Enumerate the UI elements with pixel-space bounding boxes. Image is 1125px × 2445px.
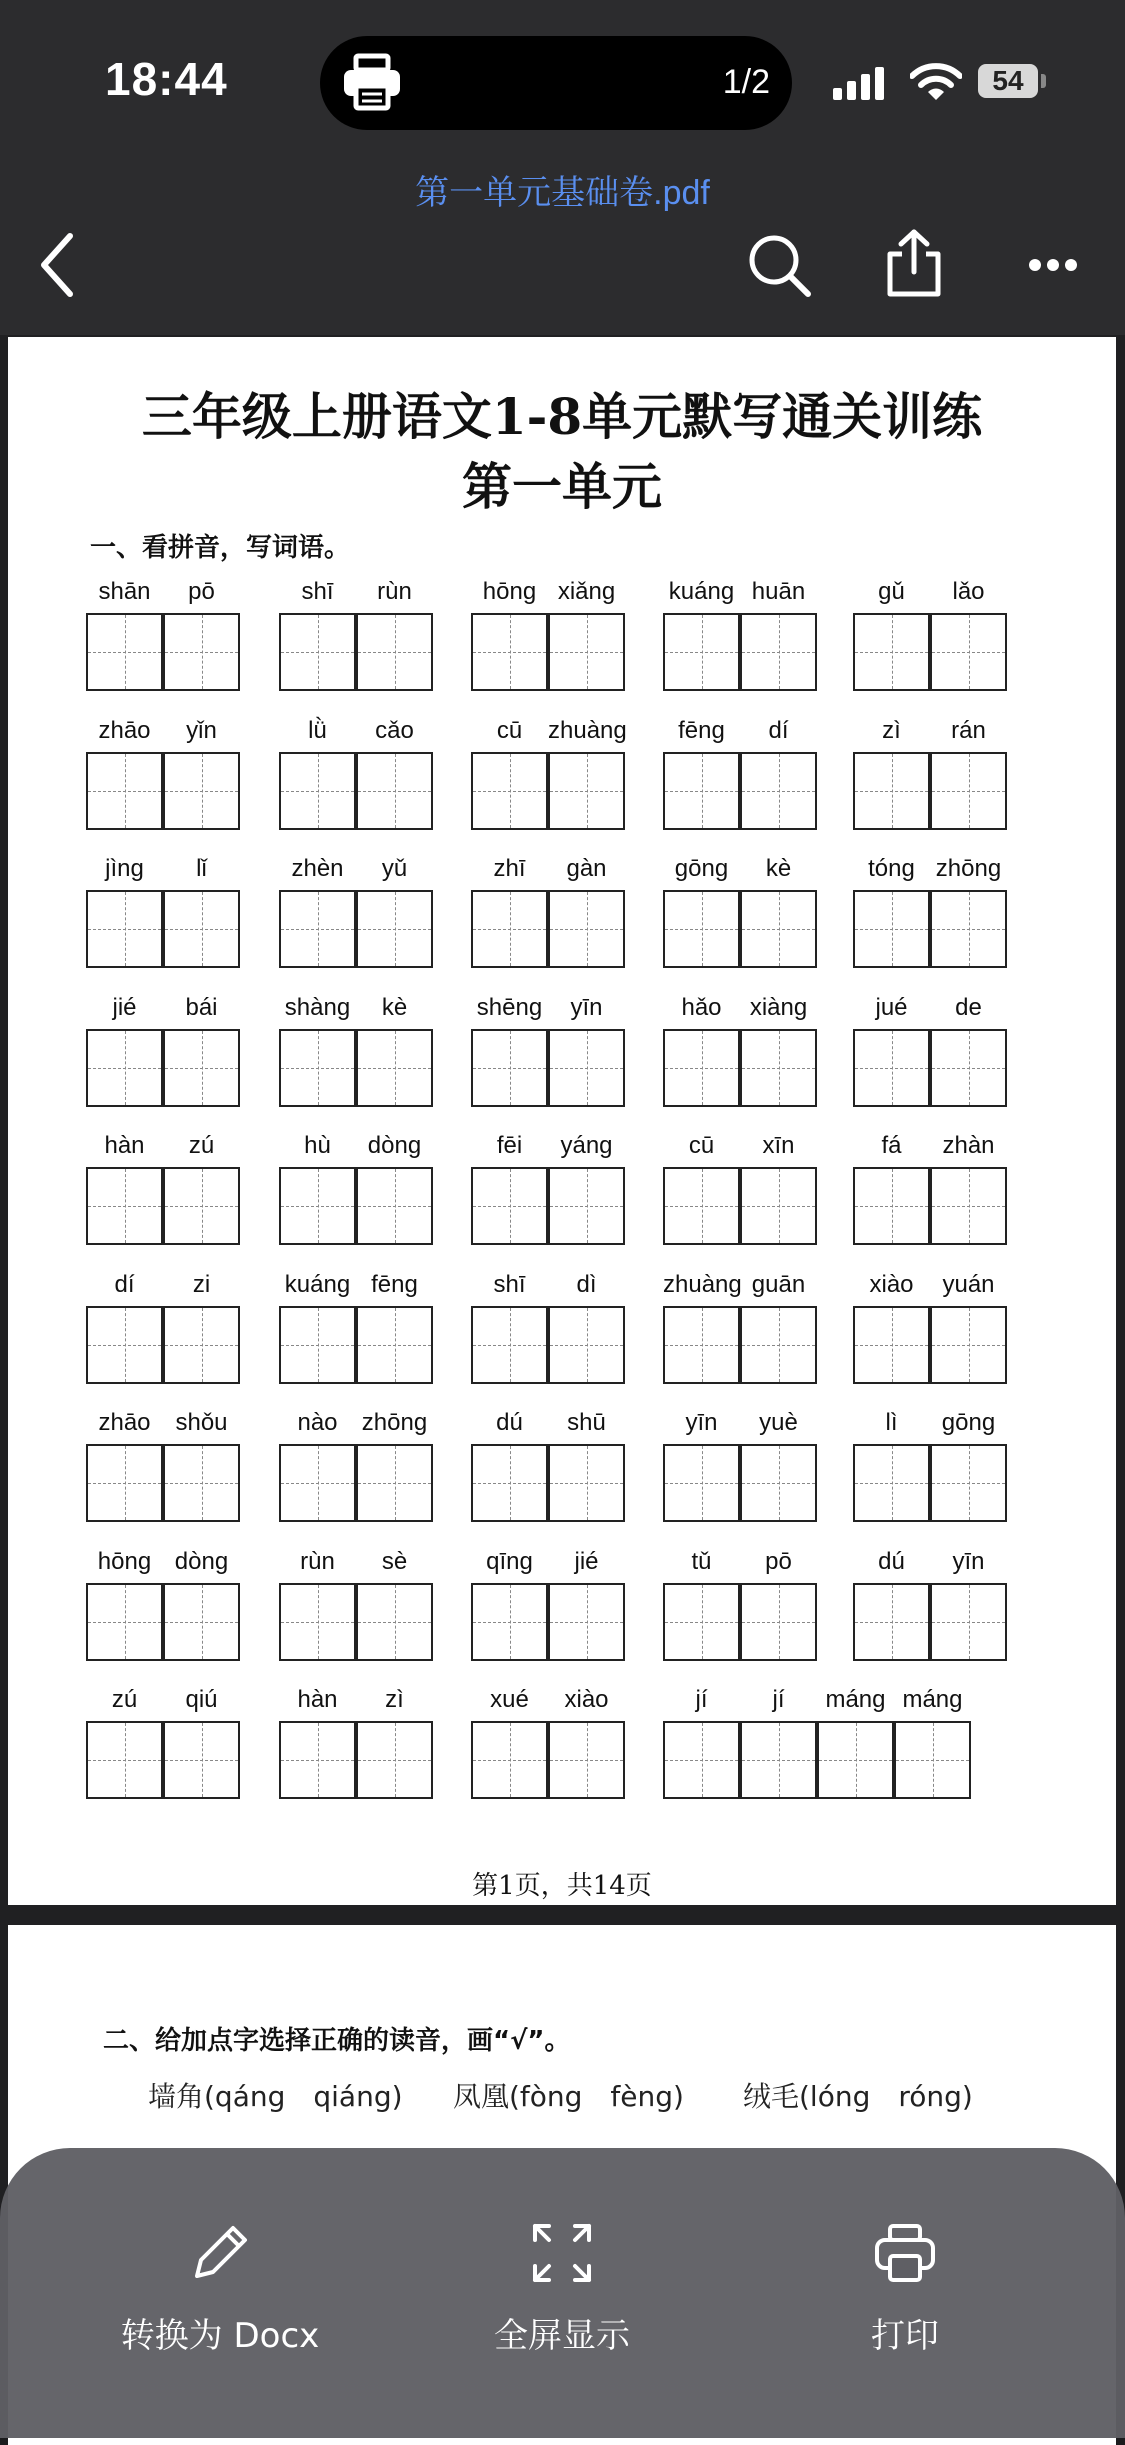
fullscreen-button[interactable] — [412, 2220, 712, 2357]
pinyin-label: hōng — [97, 1547, 152, 1575]
pinyin-label: zì — [385, 1686, 404, 1713]
pinyin-label: yǐn — [186, 716, 217, 744]
writing-cell — [471, 1306, 548, 1384]
fullscreen-label: 全屏显示 — [494, 2316, 630, 2356]
pinyin-label: lì — [885, 1409, 898, 1436]
pinyin-label: hù — [304, 1132, 331, 1159]
more-icon[interactable] — [1028, 258, 1078, 272]
writing-cell — [663, 1721, 740, 1799]
print-button[interactable] — [755, 2220, 1055, 2357]
pinyin-label: zhāo — [98, 716, 151, 744]
pinyin-label: hàn — [104, 1132, 145, 1159]
pinyin-label: kuáng — [284, 1270, 351, 1298]
writing-cell — [853, 1444, 930, 1522]
writing-cell — [279, 1306, 356, 1384]
status-time: 18:44 — [105, 53, 228, 105]
pinyin-label: dí — [768, 716, 789, 744]
page-indicator: 1/2 — [722, 63, 770, 101]
pinyin-label: cū — [688, 1132, 715, 1159]
pinyin-label: máng — [825, 1686, 886, 1713]
writing-cell — [740, 1029, 817, 1107]
pinyin-label: jié — [574, 1547, 599, 1575]
pinyin-label: jìng — [105, 855, 144, 882]
pinyin-label: dú — [878, 1547, 905, 1575]
pinyin-label: xīn — [762, 1132, 795, 1159]
pinyin-label: gàn — [566, 855, 607, 882]
pinyin-label: jí — [772, 1686, 785, 1713]
writing-cell — [853, 1029, 930, 1107]
writing-cell — [548, 1444, 625, 1522]
writing-cell — [548, 1721, 625, 1799]
writing-cell — [163, 890, 240, 968]
pinyin-label: kè — [381, 993, 408, 1021]
writing-cell — [663, 1583, 740, 1661]
convert-docx-button[interactable] — [70, 2220, 370, 2357]
page-number: 第1页，共14页 — [472, 1871, 652, 1901]
pinyin-label: hǎo — [681, 993, 722, 1021]
pinyin-label: zi — [192, 1270, 211, 1298]
writing-cell — [663, 752, 740, 830]
pinyin-label: jí — [695, 1686, 708, 1713]
writing-cell — [356, 1444, 433, 1522]
pinyin-label: shēng — [476, 993, 543, 1021]
writing-cell — [86, 1444, 163, 1522]
pinyin-label: zì — [882, 716, 901, 744]
writing-cell — [471, 1444, 548, 1522]
writing-cell — [356, 1583, 433, 1661]
pinyin-label: rùn — [377, 578, 412, 605]
writing-cell — [663, 1029, 740, 1107]
writing-cell — [356, 1721, 433, 1799]
writing-cell — [471, 1583, 548, 1661]
pinyin-label: sè — [381, 1547, 408, 1575]
writing-cell — [930, 613, 1007, 691]
writing-cell — [471, 1721, 548, 1799]
section-heading-pronunciation: 二、给加点字选择正确的读音，画“√”。 — [103, 2026, 571, 2056]
wifi-icon — [910, 62, 962, 102]
writing-cell — [853, 1306, 930, 1384]
writing-cell — [471, 613, 548, 691]
pinyin-label: zhàn — [942, 1132, 995, 1159]
writing-cell — [163, 1721, 240, 1799]
writing-cell — [86, 752, 163, 830]
pinyin-label: guān — [751, 1270, 806, 1298]
convert-docx-label: 转换为 Docx — [120, 2316, 320, 2356]
writing-cell — [356, 752, 433, 830]
writing-cell — [740, 890, 817, 968]
pinyin-label: yīn — [570, 993, 603, 1021]
pinyin-label: fēi — [496, 1132, 523, 1159]
writing-cell — [279, 752, 356, 830]
share-icon[interactable] — [884, 228, 944, 298]
pinyin-label: shī — [301, 578, 334, 605]
writing-cell — [663, 1444, 740, 1522]
battery-tip — [1041, 74, 1046, 88]
writing-cell — [163, 1029, 240, 1107]
battery-level: 54 — [978, 64, 1038, 98]
pinyin-label: hōng — [482, 578, 537, 605]
writing-cell — [356, 1167, 433, 1245]
pinyin-label: shān — [98, 578, 151, 605]
writing-cell — [86, 1721, 163, 1799]
writing-cell — [663, 890, 740, 968]
pinyin-label: zhuàng — [663, 1270, 742, 1298]
pdf-page-1 — [8, 337, 1116, 1905]
pinyin-label: yīn — [952, 1547, 985, 1575]
writing-cell — [853, 1583, 930, 1661]
pinyin-label: lǐ — [196, 855, 207, 882]
writing-cell — [279, 1029, 356, 1107]
pinyin-label: zú — [111, 1686, 138, 1713]
writing-cell — [471, 752, 548, 830]
writing-cell — [86, 1306, 163, 1384]
writing-cell — [548, 1583, 625, 1661]
writing-cell — [663, 1306, 740, 1384]
writing-cell — [279, 613, 356, 691]
pinyin-label: xué — [490, 1686, 529, 1713]
writing-cell — [163, 752, 240, 830]
writing-cell — [356, 1029, 433, 1107]
pinyin-label: tǔ — [691, 1547, 712, 1575]
writing-cell — [163, 1306, 240, 1384]
pronunciation-item: 墙角(qáng qiáng) — [148, 2080, 403, 2113]
pinyin-label: cǎo — [375, 716, 414, 744]
pinyin-label: fēng — [678, 716, 725, 744]
file-title: 第一单元基础卷.pdf — [415, 174, 710, 212]
pinyin-label: pō — [188, 578, 215, 605]
pinyin-label: shǒu — [175, 1409, 228, 1436]
writing-cell — [930, 1444, 1007, 1522]
pinyin-label: zhuàng — [548, 716, 627, 744]
back-icon[interactable] — [38, 232, 78, 298]
writing-cell — [548, 890, 625, 968]
writing-cell — [663, 613, 740, 691]
pinyin-label: shū — [567, 1409, 606, 1436]
pronunciation-item: 绒毛(lóng róng) — [743, 2080, 973, 2113]
pinyin-label: zhī — [493, 855, 526, 882]
pinyin-label: zhèn — [291, 855, 344, 882]
pinyin-label: de — [955, 993, 982, 1021]
writing-cell — [853, 1167, 930, 1245]
pinyin-label: lǎo — [952, 578, 985, 605]
pinyin-label: rán — [951, 716, 986, 744]
writing-cell — [86, 1029, 163, 1107]
writing-cell — [853, 613, 930, 691]
pinyin-label: yuè — [759, 1409, 798, 1436]
writing-cell — [548, 1029, 625, 1107]
pinyin-label: tóng — [868, 855, 915, 882]
writing-cell — [163, 1444, 240, 1522]
fullscreen-icon — [529, 2220, 595, 2286]
writing-cell — [471, 890, 548, 968]
writing-cell — [894, 1721, 971, 1799]
pinyin-label: kè — [765, 855, 792, 882]
pinyin-label: dòng — [174, 1547, 229, 1575]
writing-cell — [930, 1306, 1007, 1384]
pinyin-label: zhāo — [98, 1409, 151, 1436]
writing-cell — [279, 1583, 356, 1661]
printer-icon — [872, 2220, 938, 2286]
search-icon[interactable] — [746, 232, 812, 298]
writing-cell — [548, 613, 625, 691]
unit-title: 第一单元 — [462, 457, 662, 516]
writing-cell — [356, 890, 433, 968]
writing-cell — [356, 613, 433, 691]
writing-cell — [548, 1306, 625, 1384]
writing-cell — [86, 1583, 163, 1661]
dynamic-island[interactable] — [320, 36, 792, 130]
pinyin-label: yáng — [560, 1132, 613, 1159]
writing-cell — [740, 1583, 817, 1661]
pinyin-label: nào — [297, 1409, 338, 1436]
pinyin-label: kuáng — [668, 578, 735, 605]
pinyin-label: gōng — [674, 855, 729, 882]
pinyin-label: dòng — [367, 1132, 422, 1159]
writing-cell — [817, 1721, 894, 1799]
pinyin-label: shàng — [284, 993, 351, 1021]
document-title: 三年级上册语文1-8单元默写通关训练 — [141, 387, 983, 446]
pinyin-label: xiào — [869, 1270, 914, 1298]
pinyin-label: gōng — [941, 1409, 996, 1436]
pinyin-label: qiú — [185, 1686, 218, 1713]
writing-cell — [86, 890, 163, 968]
writing-cell — [471, 1167, 548, 1245]
pinyin-label: gǔ — [878, 578, 905, 605]
pinyin-label: xiǎng — [557, 578, 616, 605]
writing-cell — [740, 1306, 817, 1384]
pinyin-label: dú — [496, 1409, 523, 1436]
pinyin-label: shī — [493, 1270, 526, 1298]
pinyin-label: xiào — [564, 1686, 609, 1713]
pinyin-label: rùn — [300, 1547, 335, 1575]
writing-cell — [279, 1444, 356, 1522]
cellular-signal-icon — [833, 66, 893, 102]
writing-cell — [740, 613, 817, 691]
section-heading-pinyin: 一、看拼音，写词语。 — [90, 533, 351, 563]
writing-cell — [930, 752, 1007, 830]
writing-cell — [86, 1167, 163, 1245]
writing-cell — [853, 890, 930, 968]
writing-cell — [86, 613, 163, 691]
writing-cell — [930, 1167, 1007, 1245]
pinyin-label: huān — [751, 578, 806, 605]
pinyin-label: pō — [765, 1547, 792, 1575]
writing-cell — [279, 890, 356, 968]
writing-cell — [740, 1167, 817, 1245]
print-label: 打印 — [871, 2316, 939, 2356]
writing-cell — [853, 752, 930, 830]
writing-cell — [930, 890, 1007, 968]
pinyin-label: dí — [114, 1270, 135, 1298]
writing-cell — [163, 1583, 240, 1661]
writing-cell — [163, 1167, 240, 1245]
pinyin-label: hàn — [297, 1686, 338, 1713]
pinyin-label: zhōng — [361, 1409, 428, 1436]
pronunciation-item: 凤凰(fòng fèng) — [453, 2080, 684, 2113]
pinyin-label: zú — [188, 1132, 215, 1159]
pinyin-label: zhōng — [935, 855, 1002, 882]
writing-cell — [356, 1306, 433, 1384]
pinyin-label: jié — [112, 993, 137, 1021]
writing-cell — [548, 752, 625, 830]
writing-cell — [930, 1029, 1007, 1107]
writing-cell — [279, 1721, 356, 1799]
pinyin-label: dì — [576, 1270, 597, 1298]
printer-icon — [340, 50, 404, 114]
pinyin-label: yǔ — [381, 855, 408, 882]
pinyin-label: bái — [185, 993, 218, 1021]
writing-cell — [740, 1721, 817, 1799]
pinyin-label: máng — [902, 1686, 963, 1713]
writing-cell — [548, 1167, 625, 1245]
writing-cell — [663, 1167, 740, 1245]
writing-cell — [279, 1167, 356, 1245]
pinyin-label: lǜ — [308, 716, 327, 744]
writing-cell — [740, 1444, 817, 1522]
pinyin-word-grid — [8, 337, 1116, 1837]
pinyin-label: yīn — [685, 1409, 718, 1436]
writing-cell — [471, 1029, 548, 1107]
pinyin-label: fēng — [371, 1270, 418, 1298]
pinyin-label: xiàng — [749, 993, 808, 1021]
writing-cell — [163, 613, 240, 691]
writing-cell — [930, 1583, 1007, 1661]
pinyin-label: yuán — [942, 1270, 995, 1298]
pinyin-label: jué — [875, 993, 908, 1021]
pencil-icon — [187, 2220, 253, 2286]
writing-cell — [740, 752, 817, 830]
pinyin-label: fá — [881, 1132, 902, 1159]
pinyin-label: qīng — [486, 1547, 533, 1575]
pinyin-label: cū — [496, 716, 523, 744]
